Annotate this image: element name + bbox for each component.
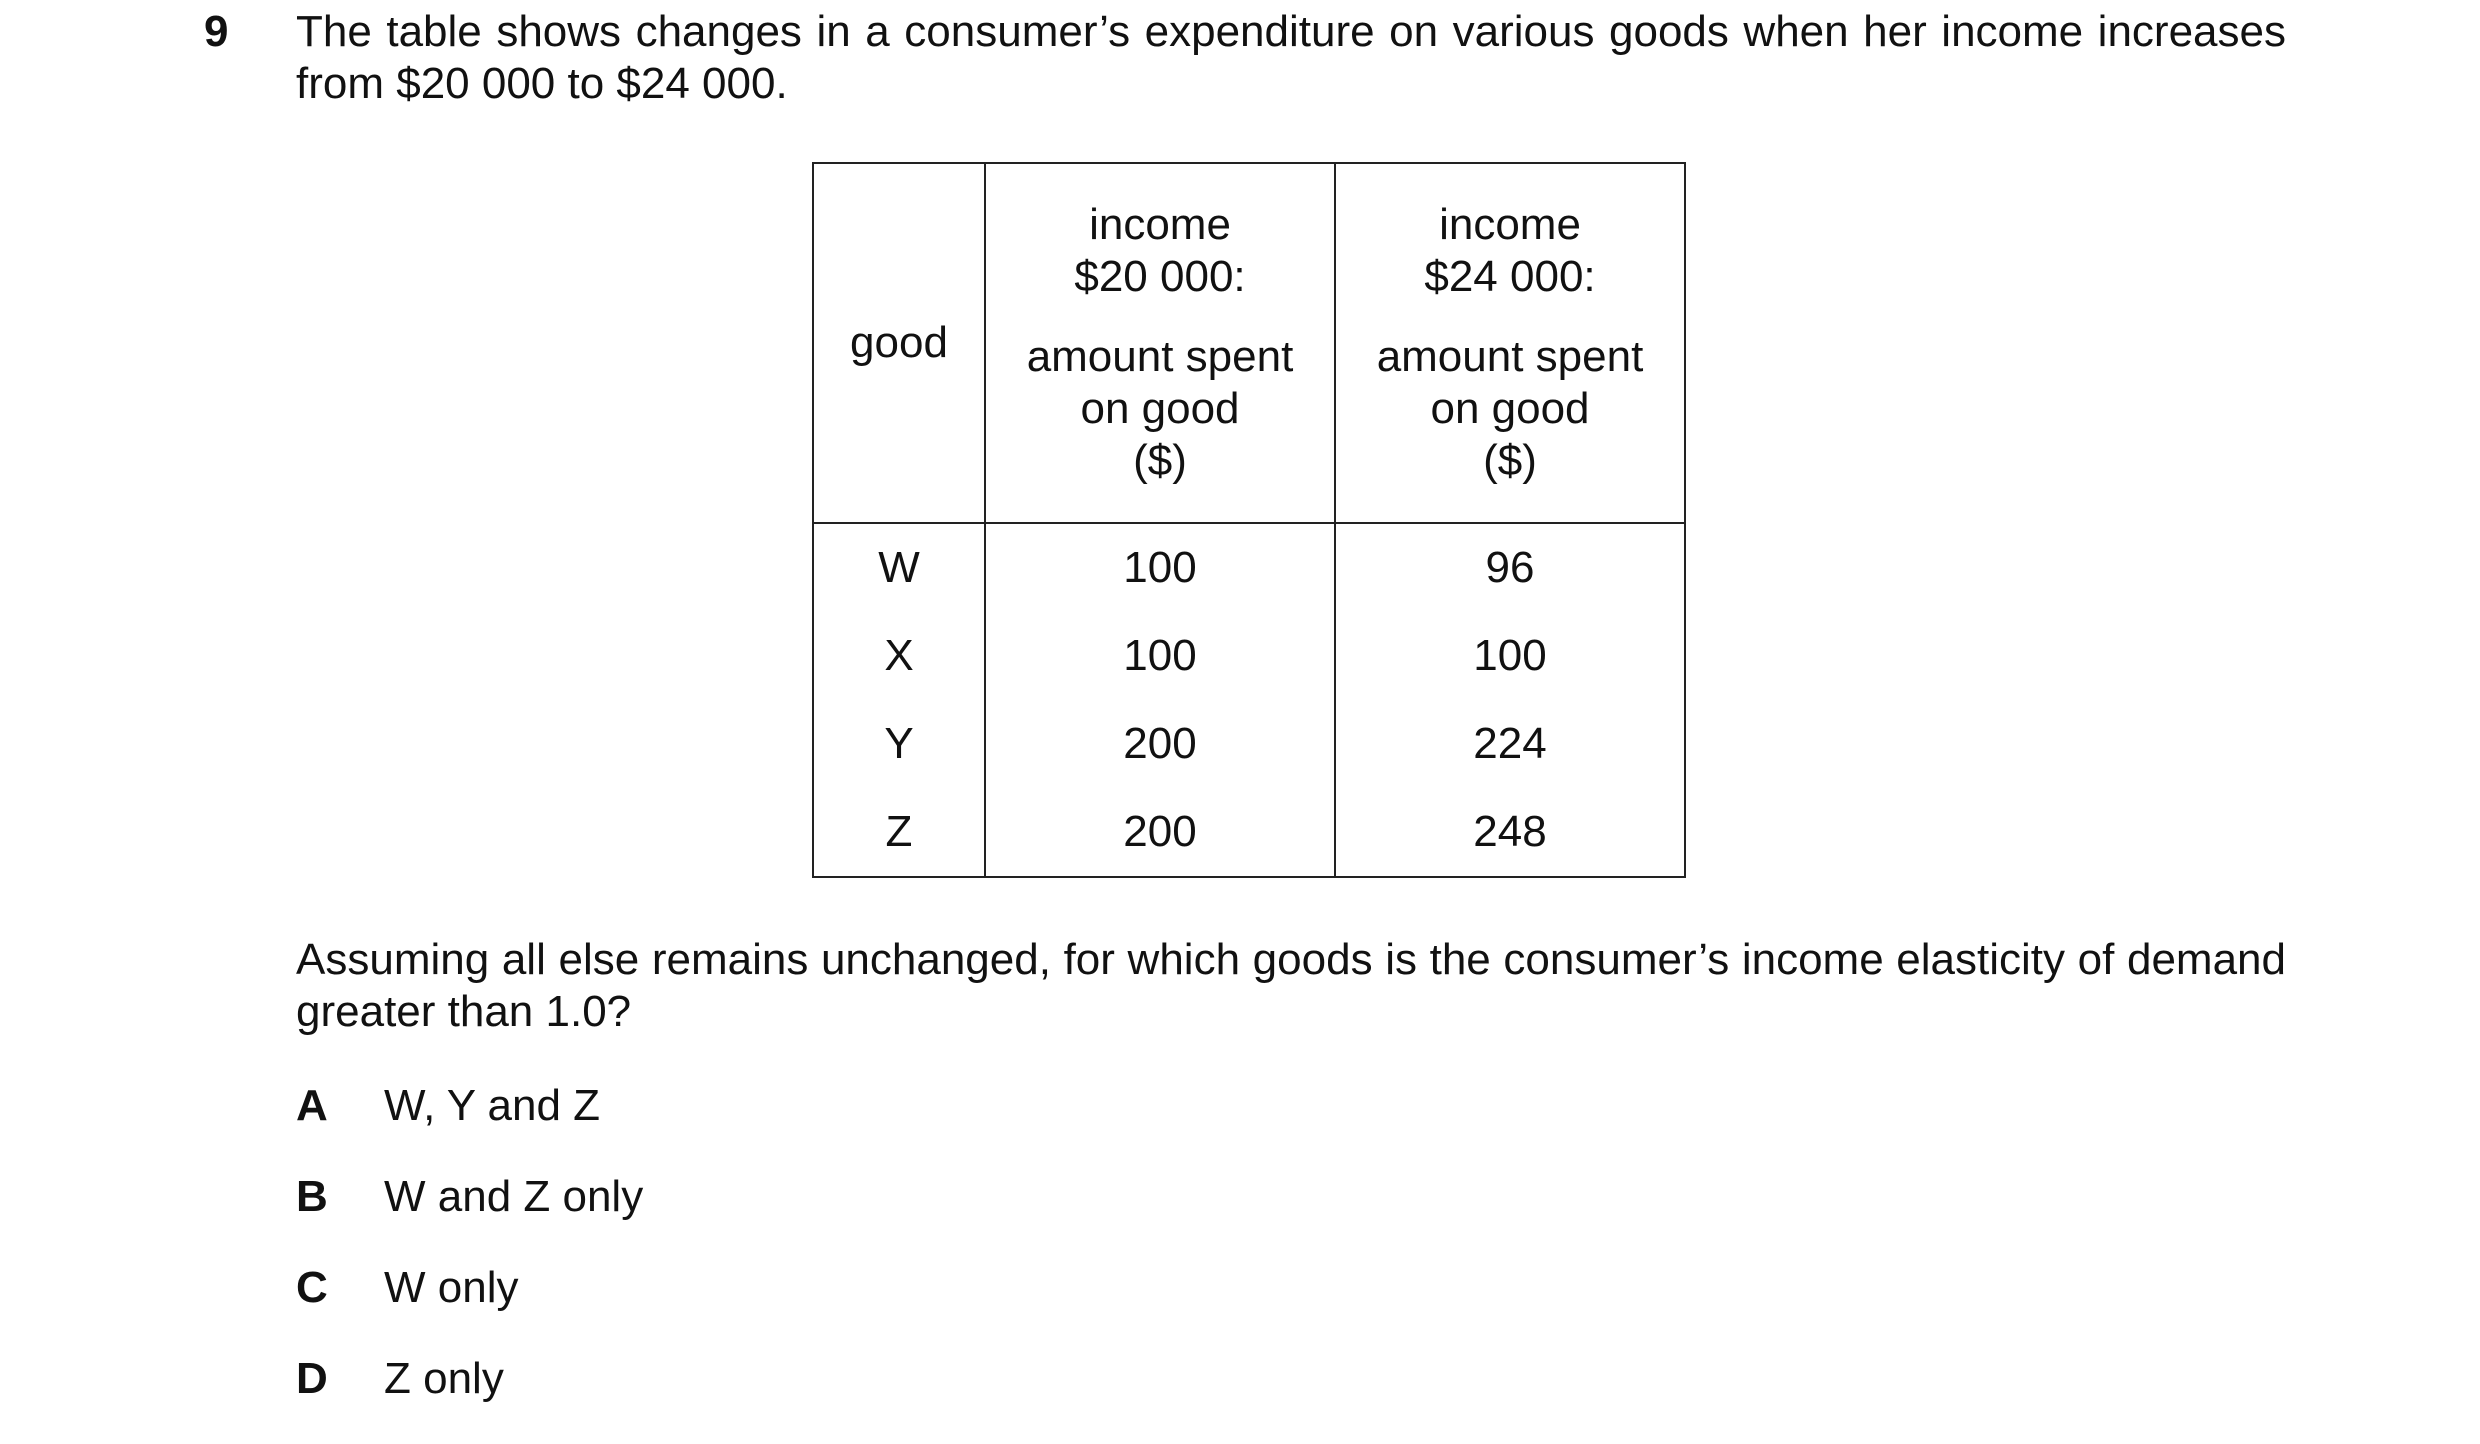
header-good: good (813, 163, 985, 523)
option-letter: A (296, 1081, 328, 1130)
expenditure-table (812, 162, 1686, 878)
option-text: Z only (384, 1354, 504, 1403)
option-letter: C (296, 1263, 328, 1312)
header-income-20000: income $20 000: amount spent on good ($) (985, 163, 1335, 523)
table-header-row (813, 163, 1685, 523)
question-stem: The table shows changes in a consumer’s expenditure on various goods when her income increases from $20 000 to $24 000. (296, 7, 2286, 108)
cell-good: Y (813, 700, 985, 788)
cell-income-20000: 100 (985, 523, 1335, 612)
option-text: W, Y and Z (384, 1081, 601, 1130)
question-prompt: Assuming all else remains unchanged, for which goods is the consumer’s income elasticity of demand greater than 1.0? (296, 935, 2286, 1036)
option-letter: D (296, 1354, 328, 1403)
option-text: W and Z only (384, 1172, 644, 1221)
cell-good: Z (813, 788, 985, 877)
question-number: 9 (204, 7, 229, 56)
table-row (813, 523, 1685, 612)
cell-income-24000: 224 (1335, 700, 1685, 788)
cell-income-20000: 200 (985, 700, 1335, 788)
header-income-24000: income $24 000: amount spent on good ($) (1335, 163, 1685, 523)
cell-income-24000: 100 (1335, 612, 1685, 700)
cell-income-20000: 200 (985, 788, 1335, 877)
table-row (813, 612, 1685, 700)
table-row (813, 788, 1685, 877)
cell-income-24000: 248 (1335, 788, 1685, 877)
cell-income-20000: 100 (985, 612, 1335, 700)
cell-good: W (813, 523, 985, 612)
cell-income-24000: 96 (1335, 523, 1685, 612)
option-text: W only (384, 1263, 519, 1312)
cell-good: X (813, 612, 985, 700)
option-letter: B (296, 1172, 328, 1221)
table-row (813, 700, 1685, 788)
